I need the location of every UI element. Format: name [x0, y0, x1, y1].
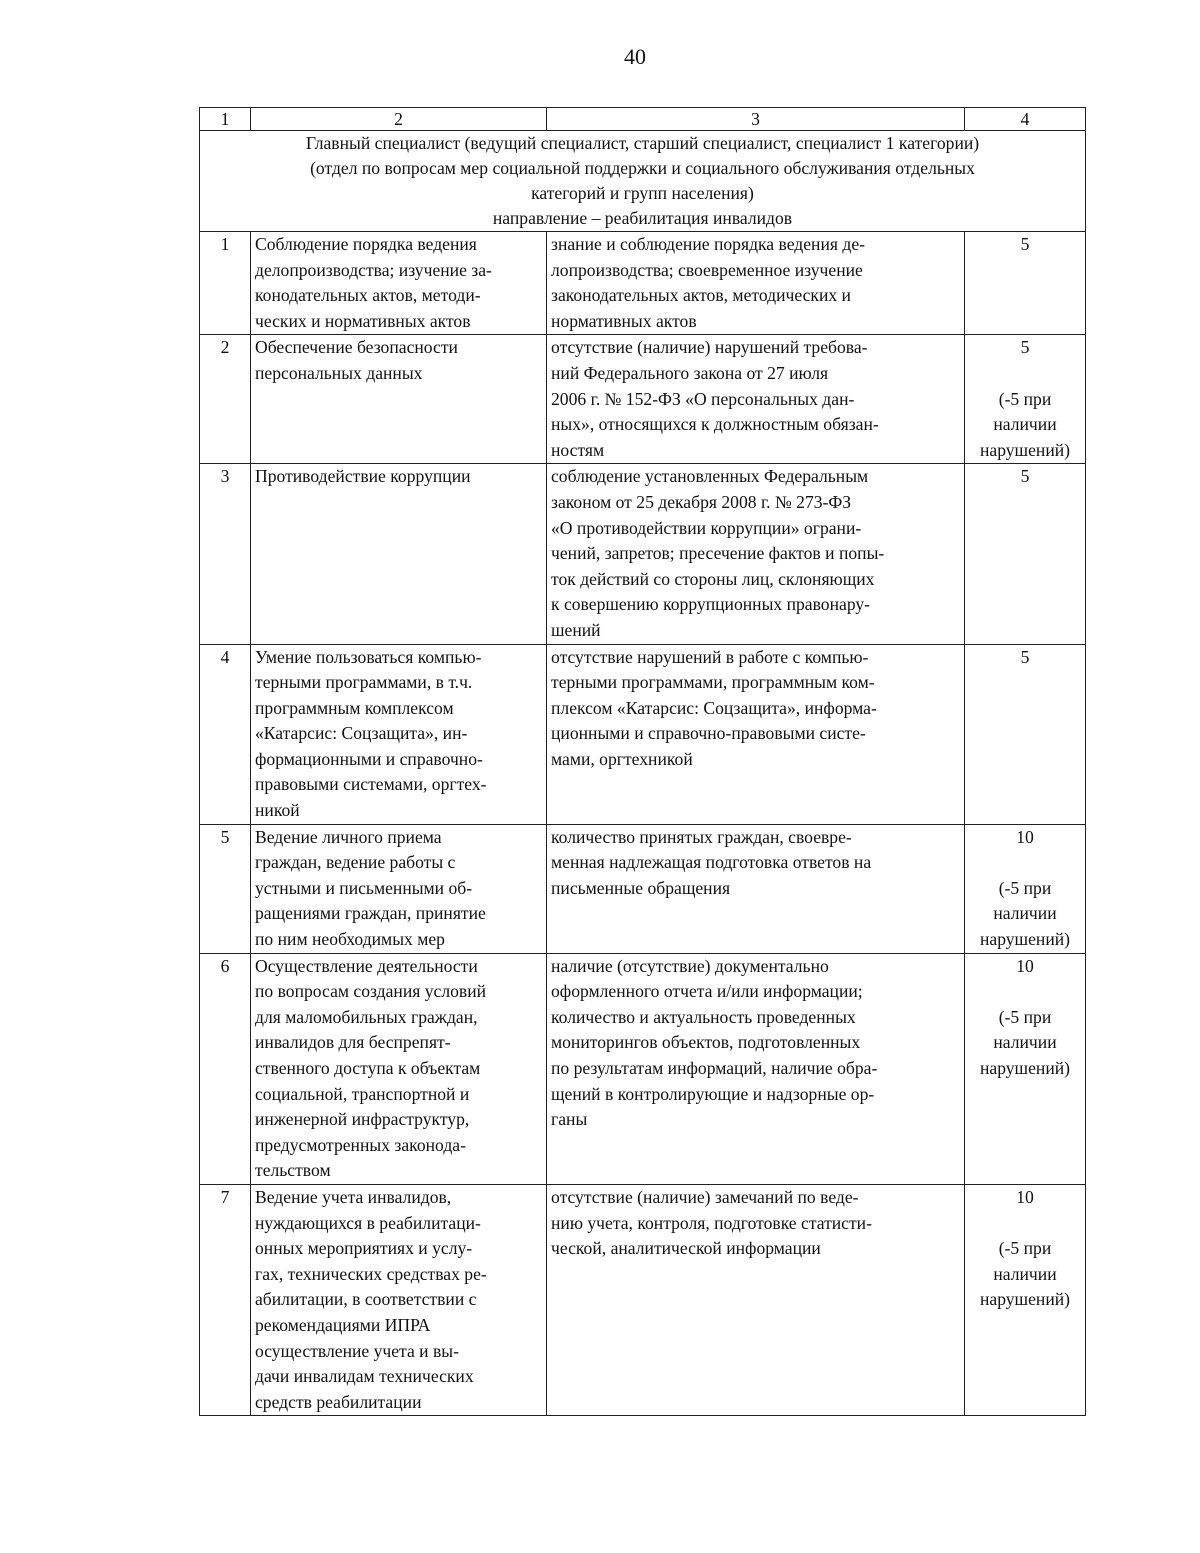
score-value: 10 — [1016, 826, 1034, 847]
indicator-line: мониторингов объектов, подготовленных — [551, 1032, 861, 1053]
row-number: 5 — [200, 824, 251, 953]
indicator-line: терными программами, программным ком- — [551, 672, 875, 693]
penalty-note-line: наличии — [993, 1032, 1057, 1053]
page-number: 40 — [624, 44, 646, 69]
indicator-line: соблюдение установленных Федеральным — [551, 466, 869, 487]
criterion-cell — [251, 824, 547, 953]
row-number: 3 — [200, 464, 251, 644]
table-row — [200, 335, 1086, 464]
table-row — [200, 824, 1086, 953]
indicator-line: по результатам информаций, наличие обра- — [551, 1058, 878, 1078]
criterion-line: ческих и нормативных актов — [255, 310, 471, 331]
section-title-line: категорий и групп населения) — [531, 183, 754, 203]
criterion-line: программным комплексом — [255, 697, 454, 718]
indicator-line: «О противодействии коррупции» ограни- — [551, 517, 862, 538]
header-col-1: 1 — [200, 108, 251, 131]
score-cell — [965, 1184, 1086, 1415]
criterion-line: дачи инвалидам технических — [255, 1366, 474, 1387]
indicator-line: ток действий со стороны лиц, склоняющих — [551, 568, 875, 589]
criteria-table — [199, 107, 1086, 1416]
criterion-line: Умение пользоваться компью- — [255, 646, 482, 667]
criterion-line: рекомендациями ИПРА — [255, 1314, 431, 1335]
indicator-cell — [547, 824, 965, 953]
criterion-line: устными и письменными об- — [255, 877, 473, 898]
criterion-line: Противодействие коррупции — [255, 466, 471, 487]
penalty-note-line: (-5 при — [998, 388, 1052, 409]
criterion-line: персональных данных — [255, 362, 423, 383]
criterion-line: нуждающихся в реабилитаци- — [255, 1212, 481, 1233]
indicator-line: плексом «Катарсис: Соцзащита», информа- — [551, 697, 877, 718]
row-number: 1 — [200, 232, 251, 335]
criterion-cell — [251, 464, 547, 644]
indicator-line: количество и актуальность проведенных — [551, 1006, 856, 1027]
penalty-note-line: наличии — [993, 903, 1057, 924]
indicator-line: отсутствие (наличие) замечаний по веде- — [551, 1186, 859, 1207]
criterion-line: Осуществление деятельности — [255, 955, 478, 976]
indicator-line: нию учета, контроля, подготовке статисти- — [551, 1212, 872, 1233]
table-header-row — [200, 108, 1086, 131]
table-row — [200, 232, 1086, 335]
criterion-line: онных мероприятиях и услу- — [255, 1238, 473, 1259]
indicator-line: количество принятых граждан, своевре- — [551, 826, 852, 847]
criterion-line: Ведение учета инвалидов, — [255, 1186, 452, 1207]
indicator-line: наличие (отсутствие) документально — [551, 955, 829, 976]
indicator-line: ний Федерального закона от 27 июля — [551, 362, 829, 383]
criterion-line: «Катарсис: Соцзащита», ин- — [255, 723, 468, 744]
penalty-note-line: нарушений) — [979, 1289, 1071, 1310]
score-value: 5 — [1020, 466, 1030, 487]
table-row — [200, 644, 1086, 824]
indicator-cell — [547, 335, 965, 464]
score-cell — [965, 335, 1086, 464]
criterion-cell — [251, 953, 547, 1184]
section-title-line: (отдел по вопросам мер социальной поддержки и социального обслуживания отдельных — [310, 158, 975, 178]
score-cell — [965, 644, 1086, 824]
penalty-note-line: нарушений) — [979, 929, 1071, 950]
header-col-4: 4 — [965, 108, 1086, 131]
row-number: 4 — [200, 644, 251, 824]
score-value: 10 — [1016, 955, 1034, 976]
penalty-note-line: (-5 при — [998, 1238, 1052, 1259]
indicator-line: шений — [551, 619, 601, 640]
criterion-line: гах, технических средствах ре- — [255, 1263, 487, 1284]
score-cell — [965, 953, 1086, 1184]
score-cell — [965, 232, 1086, 335]
criterion-line: никой — [255, 800, 300, 821]
criterion-line: для маломобильных граждан, — [255, 1006, 478, 1027]
indicator-cell — [547, 953, 965, 1184]
criterion-line: осуществление учета и вы- — [255, 1340, 459, 1361]
section-title — [200, 131, 1086, 232]
indicator-line: законодательных актов, методических и — [551, 285, 851, 306]
indicator-line: письменные обращения — [551, 877, 731, 898]
criterion-line: ращениями граждан, принятие — [255, 903, 486, 924]
row-number: 7 — [200, 1184, 251, 1415]
header-col-3: 3 — [547, 108, 965, 131]
indicator-line: законом от 25 декабря 2008 г. № 273-ФЗ — [551, 491, 852, 512]
penalty-note-line: нарушений) — [979, 1058, 1071, 1078]
indicator-cell — [547, 232, 965, 335]
criterion-line: тельством — [255, 1160, 331, 1181]
criterion-cell — [251, 335, 547, 464]
indicator-cell — [547, 644, 965, 824]
row-number: 2 — [200, 335, 251, 464]
criterion-line: формационными и справочно- — [255, 748, 483, 769]
penalty-note-line: (-5 при — [998, 877, 1052, 898]
criterion-line: абилитации, в соответствии с — [255, 1289, 477, 1310]
indicator-line: ционными и справочно-правовыми систе- — [551, 723, 866, 744]
score-value: 5 — [1020, 337, 1030, 358]
indicator-line: ных», относящихся к должностным обязан- — [551, 414, 879, 435]
criterion-line: по вопросам создания условий — [255, 981, 487, 1002]
indicator-line: ностям — [551, 439, 605, 460]
criterion-line: конодательных актов, методи- — [255, 285, 481, 306]
indicator-line: нормативных актов — [551, 310, 697, 331]
penalty-note-line: (-5 при — [998, 1006, 1052, 1027]
criterion-line: Соблюдение порядка ведения — [255, 234, 477, 254]
indicator-line: ганы — [551, 1109, 588, 1130]
indicator-line: 2006 г. № 152-ФЗ «О персональных дан- — [551, 388, 855, 409]
indicator-line: ческой, аналитической информации — [551, 1238, 821, 1259]
row-number: 6 — [200, 953, 251, 1184]
criterion-cell — [251, 1184, 547, 1415]
indicator-line: чений, запретов; пресечение фактов и попы- — [551, 543, 885, 564]
indicator-line: к совершению коррупционных правонару- — [551, 594, 871, 615]
indicator-cell — [547, 1184, 965, 1415]
criterion-line: делопроизводства; изучение за- — [255, 259, 492, 280]
indicator-line: оформленного отчета и/или информации; — [551, 981, 863, 1002]
criterion-line: Ведение личного приема — [255, 826, 442, 847]
criterion-line: Обеспечение безопасности — [255, 337, 458, 358]
indicator-line: лопроизводства; своевременное изучение — [551, 259, 863, 280]
indicator-cell — [547, 464, 965, 644]
criteria-table-body — [200, 108, 1086, 1416]
section-title-line: Главный специалист (ведущий специалист, старший специалист, специалист 1 категории) — [305, 133, 980, 153]
score-cell — [965, 824, 1086, 953]
penalty-note-line: наличии — [993, 414, 1057, 435]
score-cell — [965, 464, 1086, 644]
indicator-line: отсутствие (наличие) нарушений требова- — [551, 337, 868, 358]
criterion-line: граждан, ведение работы с — [255, 852, 456, 873]
indicator-line: знание и соблюдение порядка ведения де- — [551, 234, 865, 254]
penalty-note-line: наличии — [993, 1263, 1057, 1284]
section-title-row — [200, 131, 1086, 232]
criterion-cell — [251, 232, 547, 335]
score-value: 5 — [1020, 646, 1030, 667]
score-value: 5 — [1020, 234, 1030, 254]
penalty-note-line: нарушений) — [979, 439, 1071, 460]
indicator-line: мами, оргтехникой — [551, 748, 693, 769]
indicator-line: щений в контролирующие и надзорные ор- — [551, 1083, 875, 1104]
table-row — [200, 464, 1086, 644]
criterion-line: средств реабилитации — [255, 1391, 422, 1412]
criterion-line: инженерной инфраструктур, — [255, 1109, 470, 1130]
criterion-line: инвалидов для беспрепят- — [255, 1032, 451, 1053]
criterion-line: ственного доступа к объектам — [255, 1058, 481, 1078]
criterion-cell — [251, 644, 547, 824]
table-row — [200, 953, 1086, 1184]
criterion-line: правовыми системами, оргтех- — [255, 774, 487, 795]
indicator-line: отсутствие нарушений в работе с компью- — [551, 646, 869, 667]
indicator-line: менная надлежащая подготовка ответов на — [551, 852, 872, 873]
criterion-line: по ним необходимых мер — [255, 929, 445, 950]
criterion-line: терными программами, в т.ч. — [255, 672, 473, 693]
score-value: 10 — [1016, 1186, 1034, 1207]
criterion-line: предусмотренных законода- — [255, 1134, 466, 1155]
table-row — [200, 1184, 1086, 1415]
header-col-2: 2 — [251, 108, 547, 131]
section-title-line: направление – реабилитация инвалидов — [492, 208, 793, 228]
criterion-line: социальной, транспортной и — [255, 1083, 470, 1104]
